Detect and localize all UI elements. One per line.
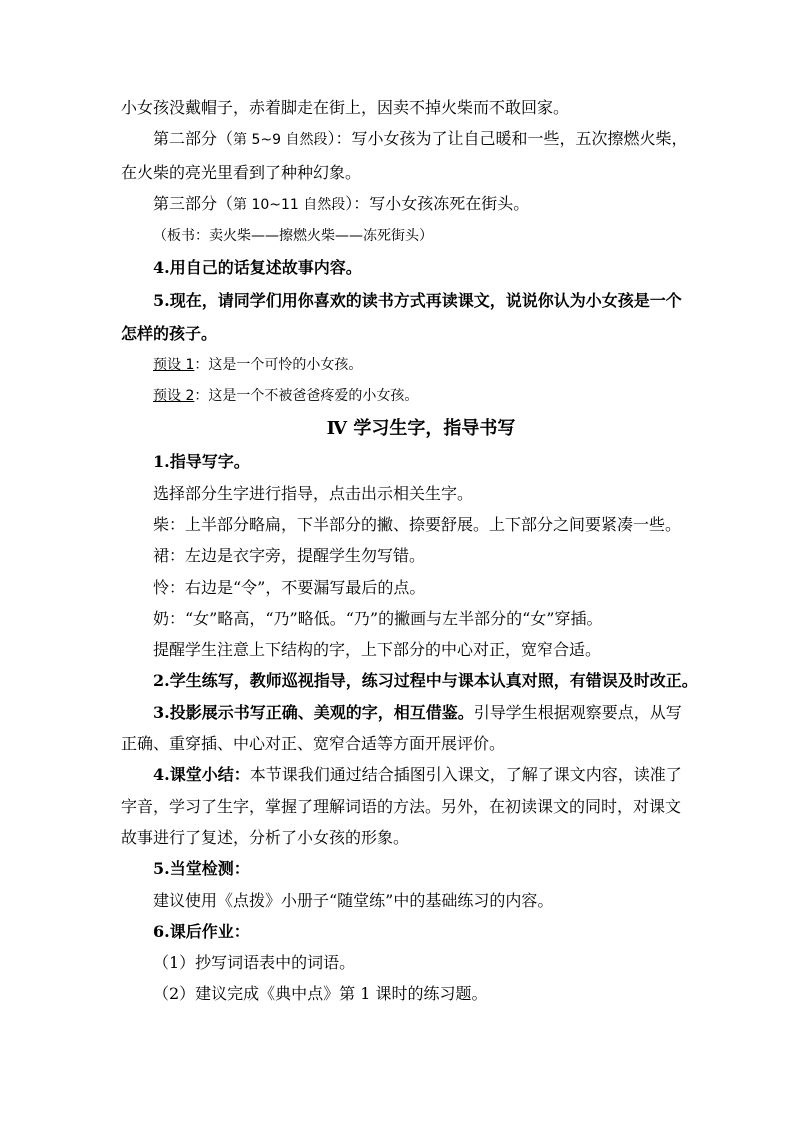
homework-one: （1）抄写词语表中的词语。 [153,953,356,973]
paragraph-line: 小女孩没戴帽子，赤着脚走在街上，因卖不掉火柴而不敢回家。 [121,98,570,117]
step-four: 4.用自己的话复述故事内容。 [153,258,362,278]
part-two-line [121,123,688,156]
document-page [121,92,698,1010]
char-lian: 怜：右边是“令”，不要漏写最后的点。 [153,577,426,597]
item-four-title: 4.课堂小结： [153,765,250,785]
item-four [121,759,681,790]
structure-reminder: 提醒学生注意上下结构的字，上下部分的中心对正，宽窄合适。 [153,640,602,660]
section-heading: Ⅳ 学习生字，指导书写 [326,418,516,440]
part-three-label: 第三部分（ [153,193,234,213]
item-five-desc: 建议使用《点拨》小册子“随堂练”中的基础练习的内容。 [153,890,554,910]
homework-two: （2）建议完成《典中点》第 1 课时的练习题。 [153,984,488,1004]
preset-two-text: ：这是一个不被爸爸疼爱的小女孩。 [194,388,419,405]
item-two: 2.学生练写，教师巡视指导，练习过程中与课本认真对照，有错误及时改正。 [153,671,698,691]
preset-one [121,350,681,381]
board-writing: （板书：卖火柴——擦燃火柴——冻死街头） [153,228,433,245]
preset-one-text: ：这是一个可怜的小女孩。 [194,356,363,373]
char-nai: 奶：“女”略高，“乃”略低。“乃”的撇画与左半部分的“女”穿插。 [153,608,603,628]
part-two-label: 第二部分（ [153,129,234,149]
part-two-continuation: 在火柴的亮光里看到了种种幻象。 [121,162,362,182]
step-five: 5.现在，请同学们用你喜欢的读书方式再读课文，说说你认为小女孩是一个 [153,290,682,310]
item-three-continuation: 正确、重穿插、中心对正、宽窄合适等方面开展评价。 [121,734,506,754]
item-one: 1.指导写字。 [153,452,250,472]
char-chai: 柴：上半部分略扁，下半部分的撇、捺要舒展。上下部分之间要紧凑一些。 [153,514,682,534]
preset-two [121,381,681,412]
item-four-continuation-2: 故事进行了复述，分析了小女孩的形象。 [121,827,410,847]
item-three-title: 3.投影展示书写正确、美观的字，相互借鉴。 [153,702,474,722]
item-four-text: 本节课我们通过结合插图引入课文，了解了课文内容，读准了 [249,765,682,785]
part-two-desc: ）：写小女孩为了让自己暖和一些，五次擦燃火柴， [327,129,688,149]
part-three-line [121,188,681,221]
part-two-range: 第 5~9 自然段 [233,132,328,149]
part-three-desc: ）：写小女孩冻死在街头。 [345,193,530,213]
item-four-continuation: 字音，学习了生字，掌握了理解词语的方法。另外，在初读课文的同时，对课文 [121,796,682,816]
item-three [121,697,681,728]
preset-two-label: 预设 2 [153,388,195,405]
item-five: 5.当堂检测： [153,859,250,879]
step-five-continuation: 怎样的孩子。 [121,323,218,343]
item-one-desc: 选择部分生字进行指导，点击出示相关生字。 [153,483,474,503]
item-six: 6.课后作业： [153,921,250,941]
part-three-range: 第 10~11 自然段 [233,196,346,213]
item-three-text: 引导学生根据观察要点，从写 [473,702,682,722]
preset-one-label: 预设 1 [153,356,195,373]
char-qun: 裙：左边是衣字旁，提醒学生勿写错。 [153,546,426,566]
